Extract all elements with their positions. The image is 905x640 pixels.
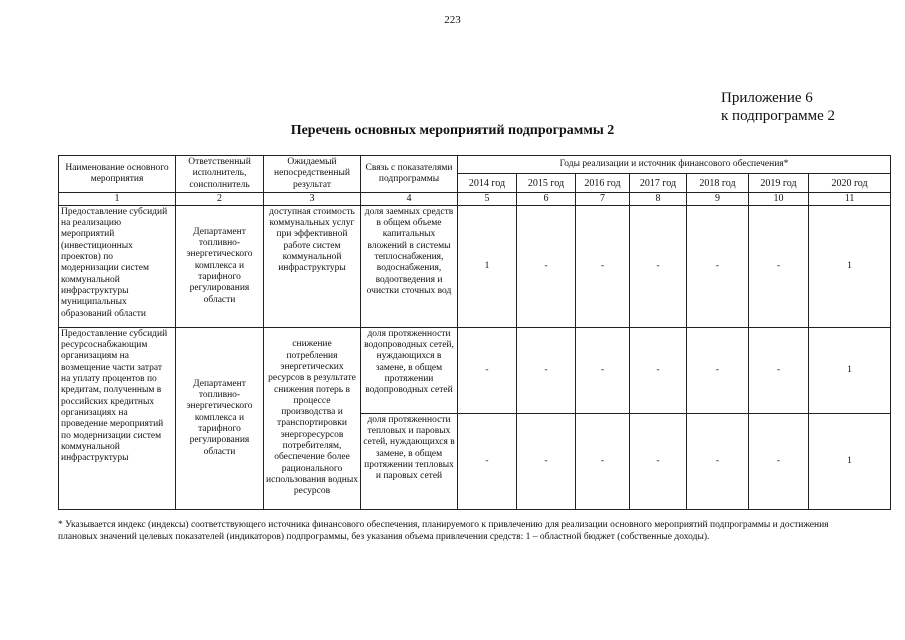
activity-name: Предоставление субсидий на реализацию мероприятий (инвестиционных проектов) по модернизации систем коммунальной инфраструктуры муниципальных образований области — [59, 205, 176, 327]
year-value: - — [687, 413, 749, 509]
appendix-label — [721, 89, 835, 125]
year-value: 1 — [458, 205, 517, 327]
year-value: - — [517, 327, 576, 413]
indicator-text: доля протяженности тепловых и паровых сетей, нуждающихся в замене, в общем протяжении тепловых и паровых сетей — [361, 413, 458, 509]
column-number: 3 — [264, 192, 361, 205]
year-value: - — [687, 205, 749, 327]
header-row — [59, 156, 891, 174]
column-number: 10 — [749, 192, 809, 205]
appendix-line-1: Приложение 6 — [721, 90, 813, 106]
indicator-text: доля заемных средств в общем объеме капитальных вложений в системы теплоснабжения, водоснабжения, водоотведения и очистки сточных вод — [361, 205, 458, 327]
column-number-row — [59, 192, 891, 205]
header-year: 2015 год — [517, 174, 576, 192]
header-years-group: Годы реализации и источник финансового обеспечения* — [458, 156, 891, 174]
activity-executor: Департамент топливно-энергетического комплекса и тарифного регулирования области — [176, 327, 264, 509]
year-value: - — [630, 327, 687, 413]
column-number: 5 — [458, 192, 517, 205]
year-value: - — [458, 413, 517, 509]
page-number: 223 — [444, 14, 461, 26]
column-number: 7 — [576, 192, 630, 205]
year-value: - — [749, 327, 809, 413]
year-value: - — [576, 327, 630, 413]
header-year: 2016 год — [576, 174, 630, 192]
year-value: 1 — [809, 327, 891, 413]
year-value: - — [630, 413, 687, 509]
header-year: 2020 год — [809, 174, 891, 192]
header-activity-name: Наименование основного мероприятия — [59, 156, 176, 193]
header-executor: Ответственный исполнитель, соисполнитель — [176, 156, 264, 193]
column-number: 4 — [361, 192, 458, 205]
document-title: Перечень основных мероприятий подпрограммы 2 — [290, 123, 615, 138]
column-number: 9 — [687, 192, 749, 205]
table-row — [59, 205, 891, 327]
year-value: - — [687, 327, 749, 413]
header-indicator-link: Связь с показателями подпрограммы — [361, 156, 458, 193]
year-value: 1 — [809, 205, 891, 327]
column-number: 1 — [59, 192, 176, 205]
footnote: * Указывается индекс (индексы) соответствующего источника финансового обеспечения, планируемого к привлечению для реализации основного мероприятий подпрограммы и достижения плановых значений целевых показателей (индикаторов) подпрограммы, без указания объема привлечения средств: 1 – областной бюджет (собственные доходы). — [58, 520, 829, 542]
column-number: 8 — [630, 192, 687, 205]
year-value: - — [576, 205, 630, 327]
activities-table — [58, 155, 891, 510]
header-year: 2018 год — [687, 174, 749, 192]
activity-result: снижение потребления энергетических ресурсов в результате снижения потерь в процессе производства и транспортировки энергоресурсов потребителям, обеспечение более рационального использования водных ресурсов — [264, 327, 361, 509]
appendix-line-2: к подпрограмме 2 — [721, 108, 835, 124]
column-number: 2 — [176, 192, 264, 205]
indicator-text: доля протяженности водопроводных сетей, нуждающихся в замене, в общем протяжении водопроводных сетей — [361, 327, 458, 413]
column-number: 6 — [517, 192, 576, 205]
year-value: - — [749, 413, 809, 509]
activity-result: доступная стоимость коммунальных услуг при эффективной работе систем коммунальной инфраструктуры — [264, 205, 361, 327]
activity-name: Предоставление субсидий ресурсоснабжающим организациям на возмещение части затрат на уплату процентов по кредитам, полученным в российских кредитных организациях на проведение мероприятий по модернизации систем коммунальной инфраструктуры — [59, 327, 176, 509]
column-number: 11 — [809, 192, 891, 205]
year-value: - — [517, 205, 576, 327]
header-expected-result: Ожидаемый непосредственный результат — [264, 156, 361, 193]
header-year: 2019 год — [749, 174, 809, 192]
year-value: 1 — [809, 413, 891, 509]
year-value: - — [630, 205, 687, 327]
header-year: 2017 год — [630, 174, 687, 192]
year-value: - — [576, 413, 630, 509]
header-year: 2014 год — [458, 174, 517, 192]
table-row — [59, 327, 891, 413]
year-value: - — [749, 205, 809, 327]
year-value: - — [517, 413, 576, 509]
activity-executor: Департамент топливно-энергетического комплекса и тарифного регулирования области — [176, 205, 264, 327]
year-value: - — [458, 327, 517, 413]
